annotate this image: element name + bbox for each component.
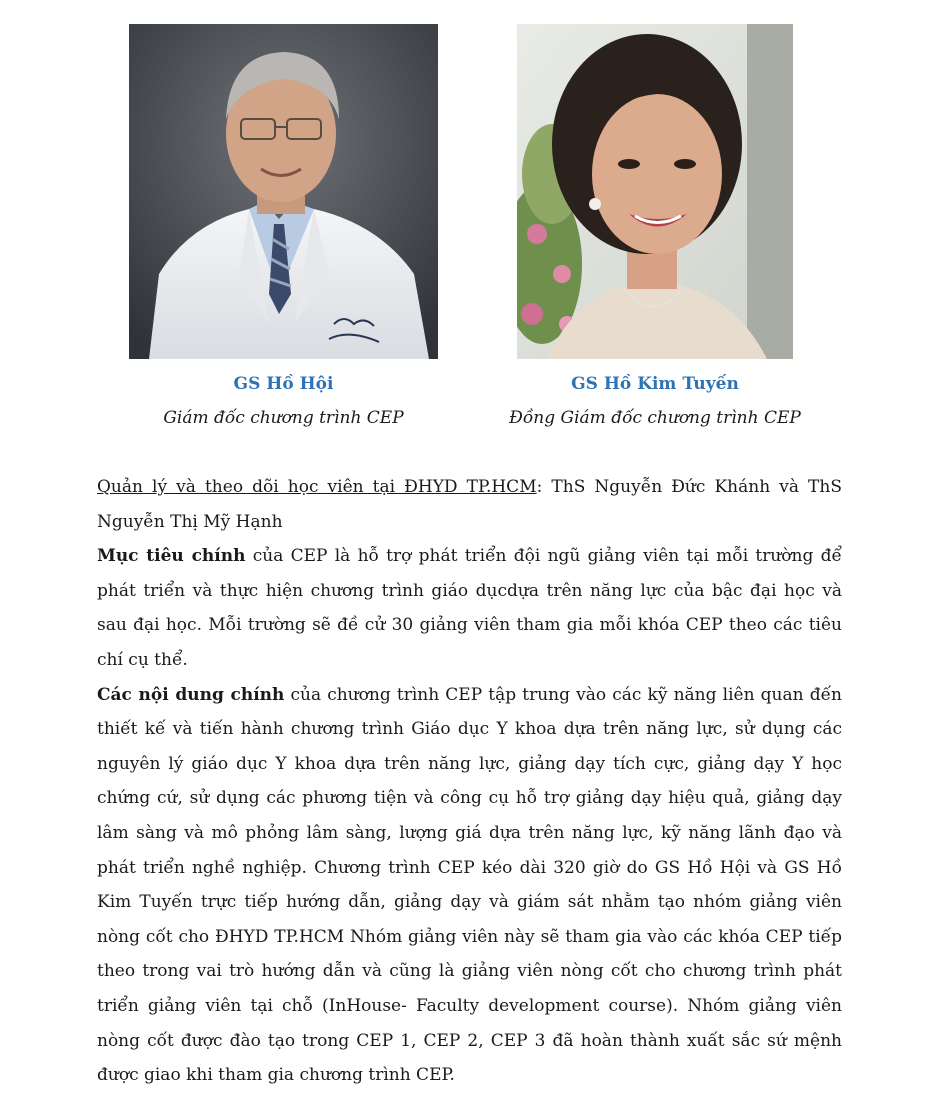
management-text: : ThS Nguyễn Đức Khánh và ThS Nguyễn Thị Mỹ Hạnh	[97, 477, 842, 532]
content-paragraph	[97, 678, 842, 1093]
management-label: Quản lý và theo dõi học viên tại ĐHYD TP.HCM	[97, 477, 537, 497]
portrait-image	[129, 24, 438, 359]
portrait-caption-ho-kim-tuyen	[470, 374, 840, 428]
portrait-photo-ho-hoi	[129, 24, 438, 359]
portrait-caption-ho-hoi	[129, 374, 438, 428]
person-name: GS Hồ Kim Tuyến	[571, 374, 739, 394]
goal-text: của CEP là hỗ trợ phát triển đội ngũ giảng viên tại mỗi trường để phát triển và thực hiện chương trình giáo dụcdựa trên năng lực của bậc đại học và sau đại học. Mỗi trường sẽ đề cử 30 giảng viên tham gia mỗi khóa CEP theo các tiêu chí cụ thể.	[97, 546, 842, 670]
person-name: GS Hồ Hội	[233, 374, 334, 394]
management-paragraph	[97, 470, 842, 539]
portrait-photo-ho-kim-tuyen	[517, 24, 793, 359]
goal-label: Mục tiêu chính	[97, 546, 246, 567]
portrait-image	[517, 24, 793, 359]
content-label: Các nội dung chính	[97, 684, 285, 705]
goal-paragraph	[97, 539, 842, 677]
person-role: Giám đốc chương trình CEP	[163, 408, 404, 428]
body-text	[97, 470, 842, 1093]
person-role: Đồng Giám đốc chương trình CEP	[509, 408, 801, 428]
content-text: của chương trình CEP tập trung vào các kỹ năng liên quan đến thiết kế và tiến hành chương trình Giáo dục Y khoa dựa trên năng lực, sử dụng các nguyên lý giáo dục Y khoa dựa trên năng lực, giảng dạy tích cực, giảng dạy Y học chứng cứ, sử dụng các phương tiện và công cụ hỗ trợ giảng dạy hiệu quả, giảng dạy lâm sàng và mô phỏng lâm sàng, lượng giá dựa trên năng lực, kỹ năng lãnh đạo và phát triển nghề nghiệp. Chương trình CEP kéo dài 320 giờ do GS Hồ Hội và GS Hồ Kim Tuyến trực tiếp hướng dẫn, giảng dạy và giám sát nhằm tạo nhóm giảng viên nòng cốt cho ĐHYD TP.HCM Nhóm giảng viên này sẽ tham gia vào các khóa CEP tiếp theo trong vai trò hướng dẫn và cũng là giảng viên nòng cốt cho chương trình phát triển giảng viên tại chỗ (InHouse- Faculty development course). Nhóm giảng viên nòng cốt được đào tạo trong CEP 1, CEP 2, CEP 3 đã hoàn thành xuất sắc sứ mệnh được giao khi tham gia chương trình CEP.	[97, 684, 842, 1086]
